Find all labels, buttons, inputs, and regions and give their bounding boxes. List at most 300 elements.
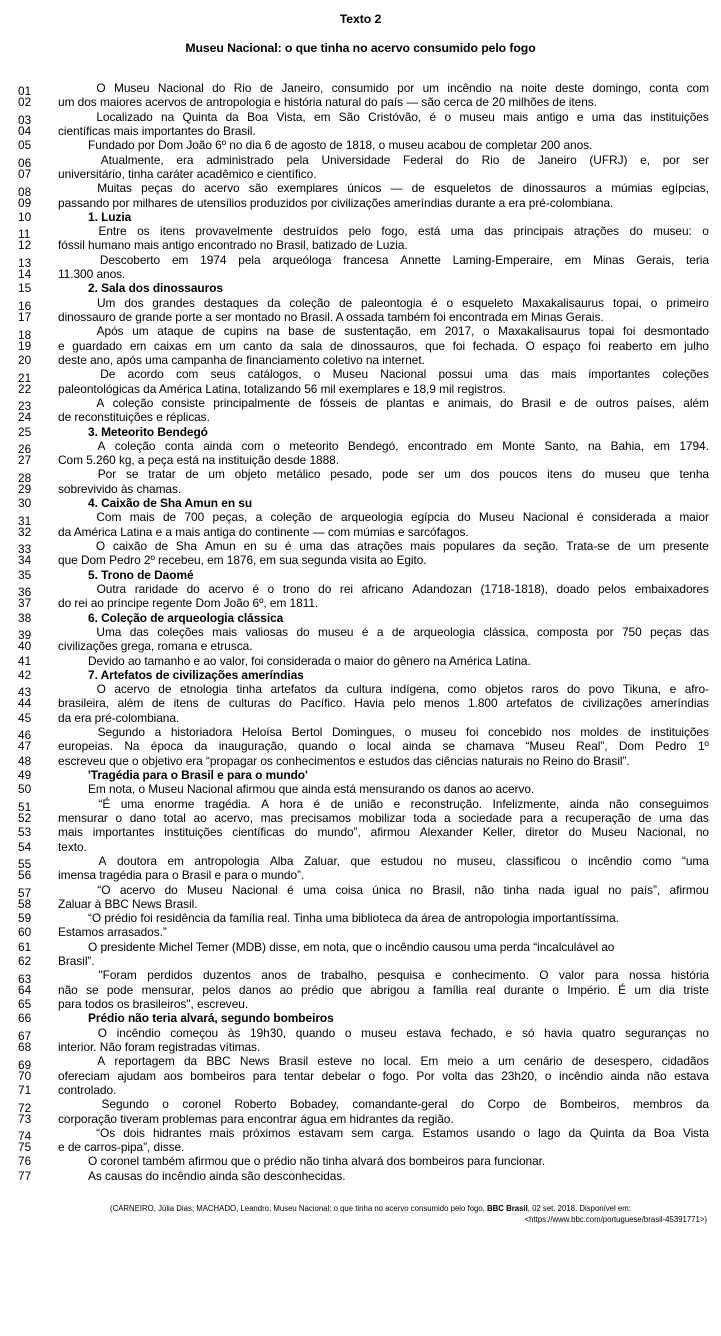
line-number: 28 [18, 470, 32, 485]
word [86, 983, 98, 997]
text-run: tratar [148, 467, 176, 482]
text-run: Nacional, [636, 825, 686, 840]
word [361, 1026, 396, 1040]
text-run: reaberto [608, 338, 653, 353]
text-run: afirmou [370, 825, 410, 840]
word [214, 811, 253, 825]
text-run: que [350, 853, 371, 868]
text-run: a [550, 810, 558, 825]
line-number: 46 [18, 728, 32, 743]
line-text [58, 95, 709, 109]
text-run: Tikuna, [622, 682, 662, 697]
word [299, 1126, 344, 1140]
text-run: Fundado por Dom João 6º no dia 6 de agosto de 1818, o museu acabou de completar 200 anos. [88, 138, 593, 153]
line-text [58, 654, 709, 668]
text-run: Laming-Emperaire, [452, 252, 553, 267]
text-run: da [267, 295, 281, 310]
word [466, 739, 514, 753]
word [655, 739, 686, 753]
word [261, 968, 287, 982]
word [686, 253, 709, 267]
word [381, 854, 423, 868]
text-run: fogo, [381, 224, 408, 239]
word [114, 81, 149, 95]
word [322, 324, 335, 338]
line-text [58, 439, 709, 453]
text-run: africano [361, 581, 404, 596]
text-run: Bombeiros, [559, 1097, 620, 1112]
text-run: única [372, 882, 401, 897]
text-run: local [366, 739, 391, 754]
text-run: pesado, [330, 467, 373, 482]
text-run: e [576, 109, 584, 124]
text-run: dos [124, 295, 144, 310]
text-run: a [255, 510, 263, 525]
text-run: do [566, 682, 581, 697]
text-run: Rio [233, 81, 252, 95]
text-run: Real”, [576, 739, 608, 754]
text-run: (1718-1818), [480, 581, 548, 596]
word [213, 396, 290, 410]
text-run: inauguração, [218, 739, 287, 754]
word [382, 1126, 415, 1140]
word [165, 439, 194, 453]
text-run: grandes [152, 295, 195, 310]
text-run: em [564, 252, 582, 267]
word [690, 811, 709, 825]
text-run: de [298, 395, 312, 410]
word [654, 1126, 675, 1140]
word [249, 181, 268, 195]
word [120, 883, 155, 897]
word [128, 367, 164, 381]
line-number: 27 [18, 453, 32, 468]
word [674, 1069, 709, 1083]
word [298, 739, 337, 753]
text-run: paleontogia [361, 295, 422, 310]
text-run: da América Latina e a mais antiga do continente — com múmias e sarcófagos. [58, 524, 469, 539]
line-number: 22 [18, 381, 32, 396]
text-run: Infelizmente, [492, 796, 560, 811]
text-run: foi [622, 324, 636, 339]
word [203, 968, 251, 982]
word [266, 324, 279, 338]
text-run: e de carros-pipa”, disse. [58, 1140, 185, 1155]
text-run: O [97, 1025, 107, 1040]
word [318, 625, 353, 639]
word [194, 739, 207, 753]
text-run: volta [442, 1068, 468, 1083]
text-run: coleção [114, 438, 156, 453]
word [58, 1069, 110, 1083]
text-line [18, 310, 709, 324]
text-run: era [176, 152, 194, 167]
text-run: outros [595, 395, 629, 410]
word [97, 324, 124, 338]
word [663, 153, 680, 167]
line-number: 12 [18, 238, 32, 253]
word [195, 339, 211, 353]
word [164, 1069, 183, 1083]
text-run: instituições [650, 109, 709, 124]
line-number: 68 [18, 1039, 32, 1054]
text-line [18, 997, 709, 1011]
word [351, 339, 418, 353]
word [172, 253, 188, 267]
text-run: dia [659, 982, 675, 997]
text-run: Por [416, 1068, 435, 1083]
text-line [18, 238, 709, 252]
text-run: 700 [184, 510, 205, 525]
text-run: de [162, 510, 177, 525]
text-run: culturas [228, 696, 271, 711]
word [158, 682, 171, 696]
word [457, 854, 496, 868]
word [368, 1069, 375, 1083]
word [117, 1026, 161, 1040]
word [157, 625, 204, 639]
text-run: história [671, 968, 709, 983]
text-run: quando [298, 739, 338, 754]
word [582, 467, 595, 481]
text-run: A [98, 853, 107, 868]
word [167, 854, 183, 868]
word [155, 725, 162, 739]
word [572, 1054, 585, 1068]
text-line [18, 1011, 709, 1025]
text-line [18, 382, 709, 396]
text-run: pela [286, 152, 309, 167]
word [152, 296, 195, 310]
word [552, 725, 571, 739]
line-number: 62 [18, 954, 32, 969]
text-run: ainda [203, 438, 233, 453]
word [431, 296, 438, 310]
word [637, 396, 675, 410]
text-run: um dos maiores acervos de antropologia e história natural do país — são cerca de 20 milhões de itens. [58, 95, 597, 110]
text-run: comandante-geral [352, 1097, 448, 1112]
text-run: tinha [503, 882, 529, 897]
word [126, 467, 138, 481]
word [410, 539, 435, 553]
line-number: 18 [18, 327, 32, 342]
text-run: para [594, 968, 619, 983]
text-run: chamava [466, 739, 515, 754]
word [96, 396, 104, 410]
line-text [58, 1154, 709, 1168]
word [651, 696, 709, 710]
word [653, 439, 669, 453]
word [442, 1069, 467, 1083]
word [243, 339, 272, 353]
text-run: de [411, 181, 425, 196]
text-run: 1. Luzia [88, 209, 132, 224]
text-line [18, 81, 709, 99]
text-run: São [338, 109, 360, 124]
text-run: quatro [582, 1025, 616, 1040]
text-run: mobilizar [358, 810, 406, 825]
paragraph-indent [58, 797, 88, 811]
word [551, 811, 558, 825]
word [113, 396, 154, 410]
word [183, 110, 218, 124]
numbered-text-body [0, 81, 721, 1183]
text-run: Vista [682, 1125, 709, 1140]
word [523, 510, 569, 524]
text-run: civilizações [582, 696, 642, 711]
word [213, 510, 248, 524]
text-run: valor [558, 968, 585, 983]
line-number: 67 [18, 1028, 32, 1043]
text-run: Na [124, 739, 140, 754]
word [410, 883, 423, 897]
text-run: Devido ao tamanho e ao valor, foi considerada o maior do gênero na América Latina. [88, 653, 531, 668]
word [317, 1054, 352, 1068]
text-run: do [581, 467, 595, 482]
text-run: se [86, 982, 99, 997]
text-run: doado [556, 581, 590, 596]
text-run: exemplares [277, 181, 339, 196]
line-text [58, 883, 709, 897]
word [592, 81, 641, 95]
word [162, 396, 205, 410]
paragraph-indent [58, 439, 88, 453]
text-run: Bahia, [610, 438, 644, 453]
word [342, 983, 362, 997]
text-line [18, 367, 709, 385]
word [696, 825, 709, 839]
line-text [58, 940, 709, 954]
word [235, 1097, 277, 1111]
document-page [0, 12, 721, 1336]
text-run: hidrantes [152, 1125, 202, 1140]
word [611, 439, 644, 453]
text-run: o [446, 295, 454, 310]
text-run: uma [303, 882, 327, 897]
word [408, 439, 467, 453]
text-run: mais [129, 510, 155, 525]
word [690, 625, 709, 639]
line-text [58, 983, 709, 997]
word [566, 539, 609, 553]
text-run: principalmente [213, 395, 290, 410]
text-run: foi [452, 338, 466, 353]
text-run: conta [164, 438, 194, 453]
text-run: união [354, 796, 384, 811]
word [130, 811, 156, 825]
word [325, 682, 338, 696]
text-run: não [646, 1068, 667, 1083]
word [411, 797, 482, 811]
word [184, 1054, 197, 1068]
text-run: Santo, [544, 438, 579, 453]
line-text [58, 324, 709, 338]
word [176, 367, 198, 381]
text-run: além [683, 395, 709, 410]
text-run: e [559, 395, 566, 410]
word [545, 1069, 552, 1083]
word [568, 1126, 581, 1140]
word [484, 224, 503, 238]
word [443, 539, 495, 553]
word [158, 81, 204, 95]
line-text [58, 496, 709, 510]
word [634, 983, 650, 997]
word [483, 625, 528, 639]
word [522, 1026, 534, 1040]
line-text [58, 639, 709, 653]
text-line [18, 339, 709, 353]
text-run: Com 5.260 kg, a peça está na instituição desde 1888. [58, 453, 339, 468]
text-run: do [455, 152, 469, 167]
word [117, 854, 157, 868]
word [347, 682, 382, 696]
word [400, 253, 441, 267]
text-run: topai [588, 324, 615, 339]
word [592, 110, 615, 124]
text-run: canto [243, 338, 273, 353]
line-number: 33 [18, 542, 32, 557]
text-run: Dom [618, 739, 644, 754]
line-number: 21 [18, 370, 32, 385]
text-run: às [227, 1025, 241, 1040]
text-run: no [361, 1054, 375, 1069]
paragraph-indent [58, 153, 88, 167]
text-run: não [609, 796, 629, 811]
text-line [18, 395, 709, 414]
text-run: itens [173, 696, 199, 711]
word [571, 854, 578, 868]
text-run: importantes [588, 367, 651, 382]
text-run: Zaluar à BBC News Brasil. [58, 896, 198, 911]
text-run: mundo”, [317, 825, 361, 840]
text-run: nos [551, 725, 571, 740]
line-number: 29 [18, 481, 32, 496]
text-run: Museu [332, 367, 369, 382]
line-text [58, 854, 709, 868]
text-run: mensurar [58, 810, 108, 825]
word [96, 110, 152, 124]
word [538, 1126, 560, 1140]
word [393, 696, 415, 710]
text-run: sobrevivido às chamas. [58, 481, 182, 496]
word [194, 854, 259, 868]
text-run: ser [418, 467, 435, 482]
word [630, 224, 643, 238]
word [235, 467, 267, 481]
word [433, 854, 446, 868]
text-run: Rio [481, 152, 500, 167]
text-run: arqueologia [413, 624, 475, 639]
line-number: 16 [18, 299, 32, 313]
line-number: 36 [18, 585, 32, 600]
line-number: 35 [18, 567, 32, 582]
word [152, 696, 165, 710]
word [525, 739, 564, 753]
line-text [58, 267, 709, 281]
text-run: é [361, 624, 369, 639]
text-run: das [474, 1068, 494, 1083]
paragraph-indent [58, 1026, 88, 1040]
line-number: 07 [18, 166, 32, 181]
word [96, 1126, 115, 1140]
text-run: coleção [289, 295, 330, 310]
word [272, 253, 331, 267]
word [365, 396, 378, 410]
word [538, 153, 577, 167]
text-run: tenha [679, 467, 709, 482]
text-run: e [432, 395, 440, 410]
line-number: 14 [18, 267, 32, 282]
word [664, 510, 671, 524]
word [521, 396, 550, 410]
text-run: desespero, [594, 1054, 653, 1069]
text-run: mas [260, 810, 283, 825]
word [671, 968, 709, 982]
word [244, 539, 257, 553]
text-run: toda [413, 810, 437, 825]
line-number: 23 [18, 399, 32, 414]
word [247, 110, 268, 124]
text-run: a [595, 181, 602, 196]
word [523, 181, 587, 195]
text-run: em [167, 853, 184, 868]
word [589, 367, 651, 381]
word [205, 797, 251, 811]
word [296, 1026, 335, 1040]
line-number: 34 [18, 553, 32, 568]
line-text [58, 596, 709, 610]
text-run: conhecimento. [452, 968, 529, 983]
text-run: Museu [591, 825, 627, 840]
text-run: Sha [175, 539, 197, 553]
text-run: administrado [206, 152, 274, 167]
line-number: 40 [18, 639, 32, 654]
word [403, 153, 443, 167]
text-run: en [243, 539, 257, 553]
text-line [18, 181, 709, 199]
word [72, 339, 122, 353]
text-run: Nacional [157, 81, 204, 95]
line-text [58, 110, 709, 124]
word [113, 539, 147, 553]
word [565, 811, 631, 825]
word [418, 983, 425, 997]
text-line [18, 1169, 709, 1183]
paragraph-indent [58, 682, 88, 696]
text-run: coleções [157, 624, 204, 639]
line-number: 42 [18, 667, 32, 682]
word [650, 625, 681, 639]
text-run: 11.300 anos. [58, 267, 126, 282]
line-text [58, 611, 709, 625]
word [162, 1097, 169, 1111]
line-number: 44 [18, 696, 32, 711]
text-run: O coronel também afirmou que o prédio não tinha alvará dos bombeiros para funcionar. [88, 1154, 546, 1169]
text-run: é [252, 581, 259, 596]
word [58, 739, 113, 753]
text-run: se [442, 739, 455, 754]
word [560, 1097, 620, 1111]
text-run: dois [123, 1125, 145, 1140]
text-run: paleontológicas da América Latina, totalizando 56 mil exemplares e 18,9 mil registros. [58, 381, 506, 396]
text-run: concebido [488, 725, 542, 740]
text-run: principais [513, 224, 564, 239]
text-run: ofereciam [58, 1068, 110, 1083]
text-run: sustentação, [344, 324, 412, 339]
line-text [58, 811, 709, 825]
word [314, 797, 321, 811]
